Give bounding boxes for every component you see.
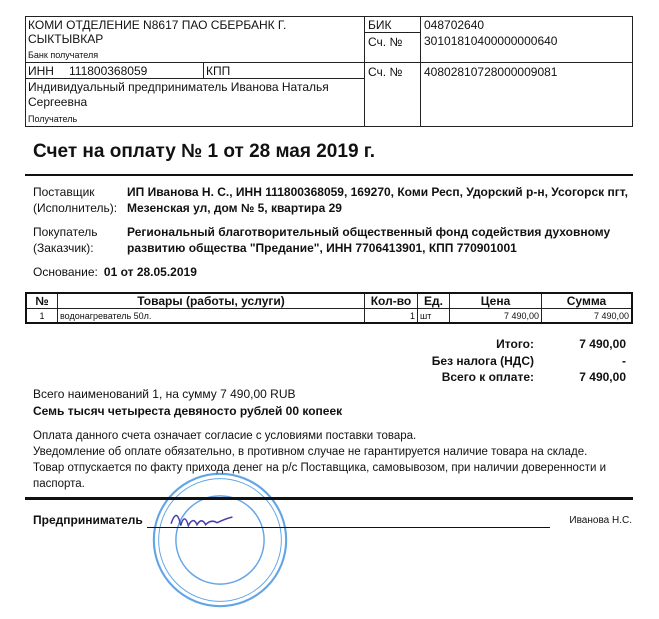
supplier-row [25,184,633,216]
supplier-label: Поставщик (Исполнитель): [33,185,118,215]
subtotal-label: Итого: [496,337,534,351]
bik-value: 048702640 [424,18,485,32]
account-value-cell [420,62,633,127]
invoice-body [25,141,633,533]
notes [25,428,633,492]
signature-row [25,513,633,533]
signature-line [147,527,550,528]
amount-in-words: Семь тысяч четыреста девяносто рублей 00 копеек [33,403,343,418]
basis-label: Основание: [33,265,98,279]
footer-divider [25,497,633,500]
corr-account-label: Сч. № [368,35,403,49]
total-value: 7 490,00 [579,370,626,384]
recipient-caption: Получатель [28,114,78,124]
basis-value: 01 от 28.05.2019 [103,265,197,279]
row-number: 1 [26,309,58,324]
account-label-cell [364,62,421,127]
row-unit: шт [418,309,450,324]
kpp-cell [203,62,365,79]
corr-account-value: 30101810400000000640 [424,34,558,48]
row-price: 7 490,00 [450,309,542,324]
kpp-label: КПП [206,64,231,78]
table-header-row [26,293,632,309]
vat-row [25,353,633,370]
bank-name-cell [25,16,365,63]
note-1: Оплата данного счета означает согласие с условиями поставки товара. [33,429,417,442]
total-row [25,369,633,386]
vat-label: Без налога (НДС) [431,353,534,368]
table-row [26,309,632,324]
col-qty: Кол-во [365,293,418,309]
inn-label: ИНН [28,64,54,78]
items-table [25,292,633,324]
account-label: Сч. № [368,65,403,79]
bank-name: КОМИ ОТДЕЛЕНИЕ N8617 ПАО СБЕРБАНК Г. СЫКТЫВКАР [28,18,287,46]
supplier-value: ИП Иванова Н. С., ИНН 111800368059, 169270, Коми Респ, Удорский р-н, Усогорск пгт, Мезенская ул, дом № 5, квартира 29 [127,185,629,215]
col-unit: Ед. [418,293,450,309]
note-2: Уведомление об оплате обязательно, в противном случае не гарантируется наличие товара на складе. [33,445,588,458]
total-label: Всего к оплате: [441,370,534,384]
inn-value: 111800368059 [69,64,148,78]
bank-values-cell [420,16,633,63]
row-qty: 1 [365,309,418,324]
bik-label: БИК [368,18,392,32]
subtotal-value: 7 490,00 [579,337,626,351]
bank-caption: Банк получателя [28,50,99,60]
basis-row [25,264,633,280]
summary-line: Всего наименований 1, на сумму 7 490,00 RUB [33,386,296,401]
recipient-name: Индивидуальный предприниматель Иванова Наталья Сергеевна [28,80,329,109]
buyer-row [25,224,633,256]
col-goods: Товары (работы, услуги) [58,293,365,309]
inn-cell [25,62,204,79]
col-price: Цена [450,293,542,309]
row-goods: водонагреватель 50л. [58,309,365,324]
account-value: 40802810728000009081 [424,65,558,79]
col-number: № [26,293,58,309]
signature-role-label: Предприниматель [33,512,143,527]
subtotal-row [25,336,633,353]
page-title: Счет на оплату № 1 от 28 мая 2019 г. [33,141,376,162]
buyer-label: Покупатель (Заказчик): [33,225,98,255]
corr-account-label-cell [364,32,421,63]
signature-name: Иванова Н.С. [569,514,632,526]
note-3: Товар отпускается по факту прихода денег на р/с Поставщика, самовывозом, при наличии доверенности и паспорта. [33,461,607,490]
totals [25,336,633,386]
buyer-value: Региональный благотворительный общественный фонд содействия духовному развитию общества "Предание", ИНН 7706413901, КПП 770901001 [127,225,611,255]
bik-label-cell [364,16,421,33]
vat-value: - [622,353,626,368]
title-divider [25,174,633,176]
col-sum: Сумма [542,293,633,309]
row-sum: 7 490,00 [542,309,633,324]
recipient-cell [25,78,365,127]
